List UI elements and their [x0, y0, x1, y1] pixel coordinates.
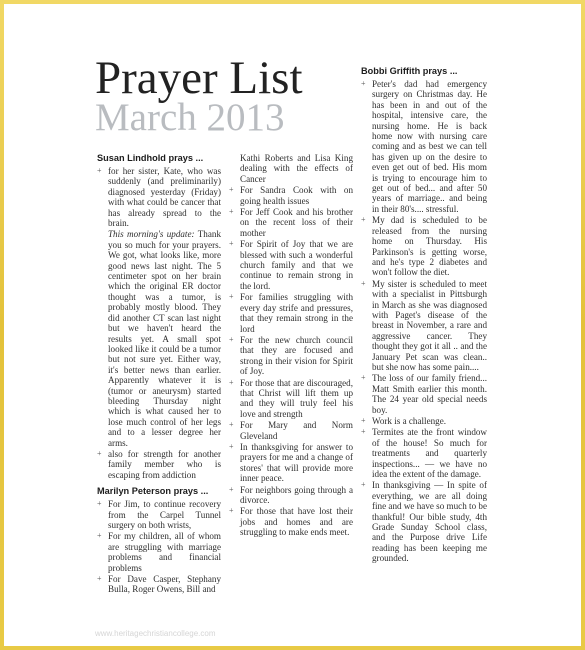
list-item: + For Spirit of Joy that we are blessed with such a wonderful church family and that we continue to remain strong in the lord. — [229, 239, 353, 291]
list-item: + My sister is scheduled to meet with a specialist in Pittsburgh in March as she was diagnosed with Paget's disease of the breast in November, a rare and aggressive cancer. They thought they got it all .. and the January Pet scan was clean.. but she now has some pain.... — [361, 278, 487, 372]
bullet-icon: + — [229, 185, 234, 195]
page-title: Prayer List — [95, 52, 303, 104]
bullet-icon: + — [229, 441, 234, 451]
bullet-icon: + — [229, 334, 234, 344]
bullet-icon: + — [229, 506, 234, 516]
prayer-list — [97, 166, 221, 480]
update-note: This morning's update: Thank you so much for your prayers. We got, what looks like, more good news last night. The 5 centimeter spot on her brain which the original ER doctor thought was a tumor, is probably mostly blood. They did another CT scan last night but we haven't heard the results yet. A small spot looked like it could be a tumor but not sure yet. Either way, it's better news than earlier. Apparently whatever it is (tumor or aneurysm) started bleeding Thursday night which is what caused her to lose much control of her legs and to a lesser degree her arms. — [108, 229, 221, 448]
page-subtitle: March 2013 — [95, 96, 285, 139]
list-item: + Peter's dad had emergency surgery on Christmas day. He has been in and out of the hospital, intensive care, the nursing home. He is back home now with nursing care coming and as best we can tell has given up on the desire to even get out of bed. His mom is trying to encourage him to get out of bed... and after 50 years of marriage.. and being in their 80's.... stressful. — [361, 79, 487, 214]
column-3 — [361, 66, 487, 565]
bullet-icon: + — [361, 79, 366, 88]
bullet-icon: + — [229, 239, 234, 249]
list-item: + Work is a challenge. — [361, 416, 447, 426]
bullet-icon: + — [361, 373, 366, 383]
bullet-icon: + — [361, 416, 366, 425]
list-item: + For the new church council that they are focused and strong in their vision for Spirit of Joy. — [229, 334, 353, 377]
continued-text: Kathi Roberts and Lisa King dealing with the effects of Cancer — [240, 153, 353, 184]
list-item: + In thanksgiving for answer to prayers for me and a change of stores' that will provide more inner peace. — [229, 441, 353, 484]
list-item: + For Sandra Cook with on going health issues — [229, 185, 353, 206]
bullet-icon: + — [97, 448, 102, 458]
list-item: + also for strength for another family member who is escaping from addiction — [97, 448, 221, 480]
bullet-icon: + — [97, 531, 102, 541]
list-item: + For neighbors going through a divorce. — [229, 484, 353, 505]
list-item: + For Mary and Norm Gleveland — [229, 420, 353, 441]
list-item: + In thanksgiving — In spite of everything, we are all doing fine and we have so much to be thankful! Our bible study, 4th Grade Sunday School class, and the Purpose drive Life reading has been keeping me grounded. — [361, 480, 487, 564]
column-2 — [229, 153, 353, 539]
watermark: www.heritagechristiancollege.com — [95, 629, 216, 638]
list-item: + For my children, all of whom are struggling with marriage problems and financial problems — [97, 531, 221, 573]
bullet-icon: + — [229, 207, 234, 217]
bullet-icon: + — [361, 480, 366, 490]
section-heading: Bobbi Griffith prays ... — [361, 66, 458, 76]
bullet-icon: + — [361, 215, 366, 225]
column-1 — [97, 153, 221, 596]
list-item: + For Jeff Cook and his brother on the recent loss of their mother — [229, 207, 353, 238]
bullet-icon: + — [229, 420, 234, 430]
bullet-icon: + — [97, 499, 102, 509]
prayer-list — [229, 185, 353, 537]
bullet-icon: + — [229, 292, 234, 302]
bullet-icon: + — [97, 166, 102, 175]
bullet-icon: + — [97, 574, 102, 584]
list-item: + For Jim, to continue recovery from the Carpel Tunnel surgery on both wrists, — [97, 499, 221, 530]
bullet-icon: + — [361, 278, 366, 288]
section-heading: Susan Lindhold prays ... — [97, 153, 204, 163]
list-item: + for her sister, Kate, who was suddenly (and preliminarily) diagnosed yesterday (Friday) with what could be cancer that has already spread to the brain. — [97, 166, 221, 229]
bullet-icon: + — [361, 427, 366, 437]
list-item: + For Dave Casper, Stephany Bulla, Roger Owens, Bill and — [97, 574, 221, 595]
bullet-icon: + — [229, 377, 234, 387]
list-item: + Termites ate the front window of the house! So much for treatments and quarterly inspections... — we have no idea the extent of the damage. — [361, 427, 487, 480]
section-heading: Marilyn Peterson prays ... — [97, 486, 209, 497]
list-item: + For families struggling with every day strife and pressures, that they remain strong in the lord — [229, 292, 353, 334]
prayer-list — [97, 499, 221, 595]
bullet-icon: + — [229, 484, 234, 494]
list-item: + The loss of our family friend... Matt Smith earlier this month. The 24 year old special needs boy. — [361, 373, 487, 415]
list-item: + For those that have lost their jobs and homes and are struggling to make ends meet. — [229, 506, 353, 538]
list-item: + My dad is scheduled to be released from the nursing home on Thursday. His Parkinson's is getting worse, and he's type 2 diabetes and won't follow the diet. — [361, 215, 487, 278]
prayer-list — [361, 79, 487, 564]
list-item: + For those that are discouraged, that Christ will lift them up and they will truly feel his love and strength — [229, 377, 353, 419]
